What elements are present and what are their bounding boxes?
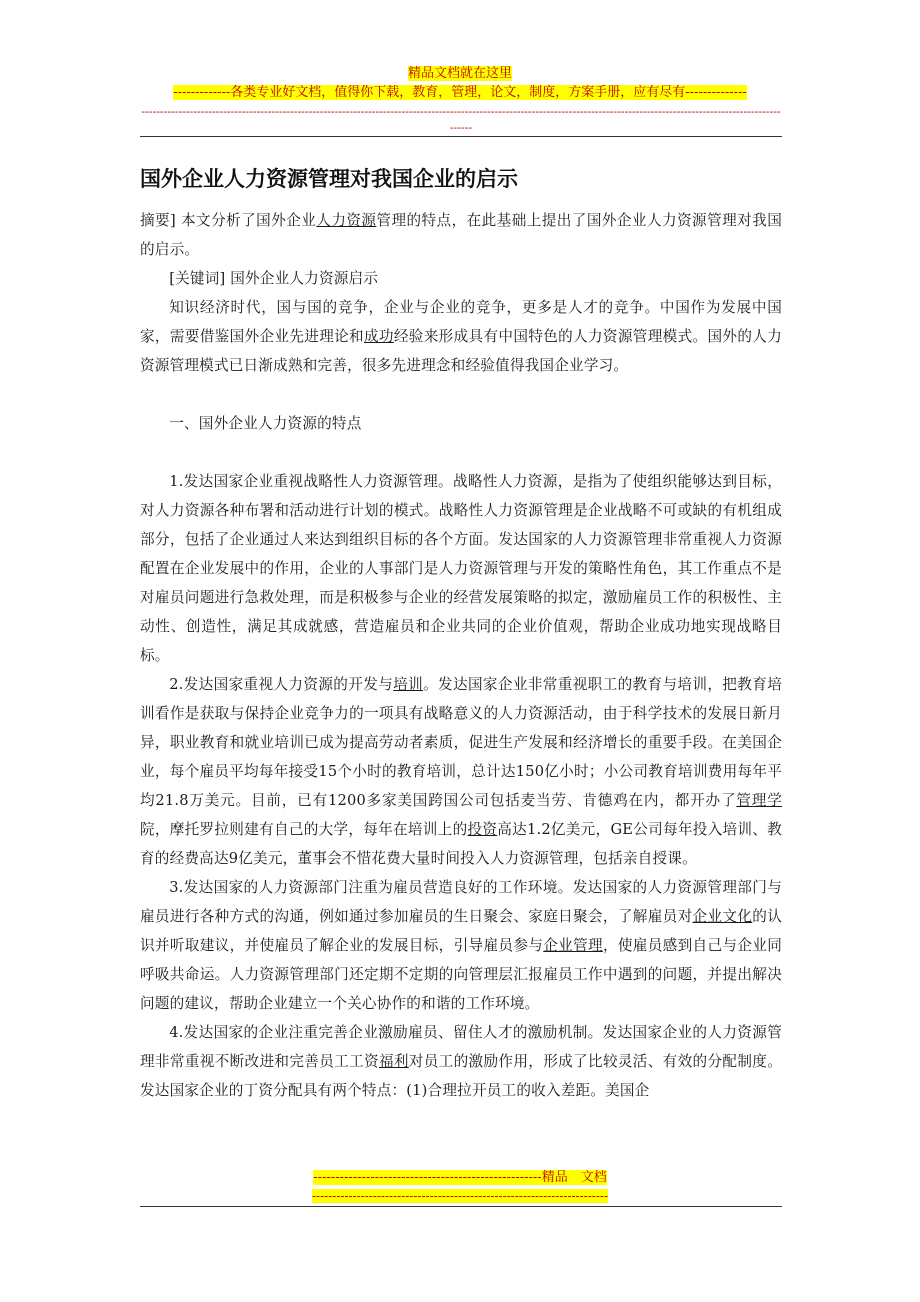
footer-dash-line: ------------------------------------------------------------------------- xyxy=(312,1189,608,1203)
header-banner-tagline: -------------各类专业好文档，值得你下载，教育，管理，论文，制度，方案手册，应有尽有-------------- xyxy=(173,85,747,100)
intro-paragraph: 知识经济时代，国与国的竞争，企业与企业的竞争，更多是人才的竞争。中国作为发展中国家，需要借鉴国外企业先进理论和成功经验来形成具有中国特色的人力资源管理模式。国外的人力资源管理模式已日渐成熟和完善，很多先进理念和经验值得我国企业学习。 xyxy=(140,299,782,374)
link-human-resources[interactable]: 人力资源 xyxy=(316,212,377,229)
header-rule xyxy=(140,136,782,137)
abstract-paragraph: 摘要] 本文分析了国外企业人力资源管理的特点，在此基础上提出了国外企业人力资源管理对我国的启示。 xyxy=(140,212,782,258)
footer-rule xyxy=(140,1206,782,1207)
link-training[interactable]: 培训 xyxy=(393,676,424,693)
footer-banner: ----------------------------------------------------精品 文档 xyxy=(313,1170,607,1185)
document-body xyxy=(140,206,782,1105)
link-welfare[interactable]: 福利 xyxy=(378,1053,409,1070)
link-enterprise-management[interactable]: 企业管理 xyxy=(543,937,603,954)
paragraph-2: 2.发达国家重视人力资源的开发与培训。发达国家企业非常重视职工的教育与培训，把教育培训看作是获取与保持企业竞争力的一项具有战略意义的人力资源活动，由于科学技术的发展日新月异，职业教育和就业培训已成为提高劳动者素质，促进生产发展和经济增长的重要手段。在美国企业，每个雇员平均每年接受15个小时的教育培训，总计达150亿小时；小公司教育培训费用每年平均21.8万美元。目前，已有1200多家美国跨国公司包括麦当劳、肯德鸡在内，都开办了管理学院，摩托罗拉则建有自己的大学，每年在培训上的投资高达1.2亿美元，GE公司每年投入培训、教育的经费高达9亿美元，董事会不惜花费大量时间投入人力资源管理，包括亲自授课。 xyxy=(140,676,782,867)
link-investment[interactable]: 投资 xyxy=(467,821,498,838)
paragraph-4: 4.发达国家的企业注重完善企业激励雇员、留住人才的激励机制。发达国家企业的人力资源管理非常重视不断改进和完善员工工资福利对员工的激励作用，形成了比较灵活、有效的分配制度。发达国家企业的丁资分配具有两个特点：(1)合理拉开员工的收入差距。美国企 xyxy=(140,1024,782,1099)
paragraph-1: 1.发达国家企业重视战略性人力资源管理。战略性人力资源，是指为了使组织能够达到目标，对人力资源各种布署和活动进行计划的模式。战略性人力资源管理是企业战略不可或缺的有机组成部分，包括了企业通过人来达到组织目标的各个方面。发达国家的人力资源管理非常重视人力资源配置在企业发展中的作用，企业的人事部门是人力资源管理与开发的策略性角色，其工作重点不是对雇员问题进行急救处理，而是积极参与企业的经营发展策略的拟定，激励雇员工作的积极性、主动性、创造性，满足其成就感，营造雇员和企业共同的企业价值观，帮助企业成功地实现战略目标。 xyxy=(140,473,782,664)
paragraph-3: 3.发达国家的人力资源部门注重为雇员营造良好的工作环境。发达国家的人力资源管理部门与雇员进行各种方式的沟通，例如通过参加雇员的生日聚会、家庭日聚会，了解雇员对企业文化的认识并听取建议，并使雇员了解企业的发展目标，引导雇员参与企业管理，使雇员感到自己与企业同呼吸共命运。人力资源管理部门还定期不定期的向管理层汇报雇员工作中遇到的问题，并提出解决问题的建议，帮助企业建立一个关心协作的和谐的工作环境。 xyxy=(140,879,782,1012)
document-title: 国外企业人力资源管理对我国企业的启示 xyxy=(140,167,518,191)
header-dash-line: ---------------------------------------------------------------------------------------------------------------------------------------------------------------------------------- xyxy=(141,105,781,134)
section-heading: 一、国外企业人力资源的特点 xyxy=(169,415,362,432)
link-management-school[interactable]: 管理学 xyxy=(736,792,782,809)
link-corporate-culture[interactable]: 企业文化 xyxy=(692,908,753,925)
header-banner-title: 精品文档就在这里 xyxy=(407,66,512,81)
link-success[interactable]: 成功 xyxy=(364,328,394,345)
keywords-paragraph: [关键词] 国外企业人力资源启示 xyxy=(169,270,379,287)
